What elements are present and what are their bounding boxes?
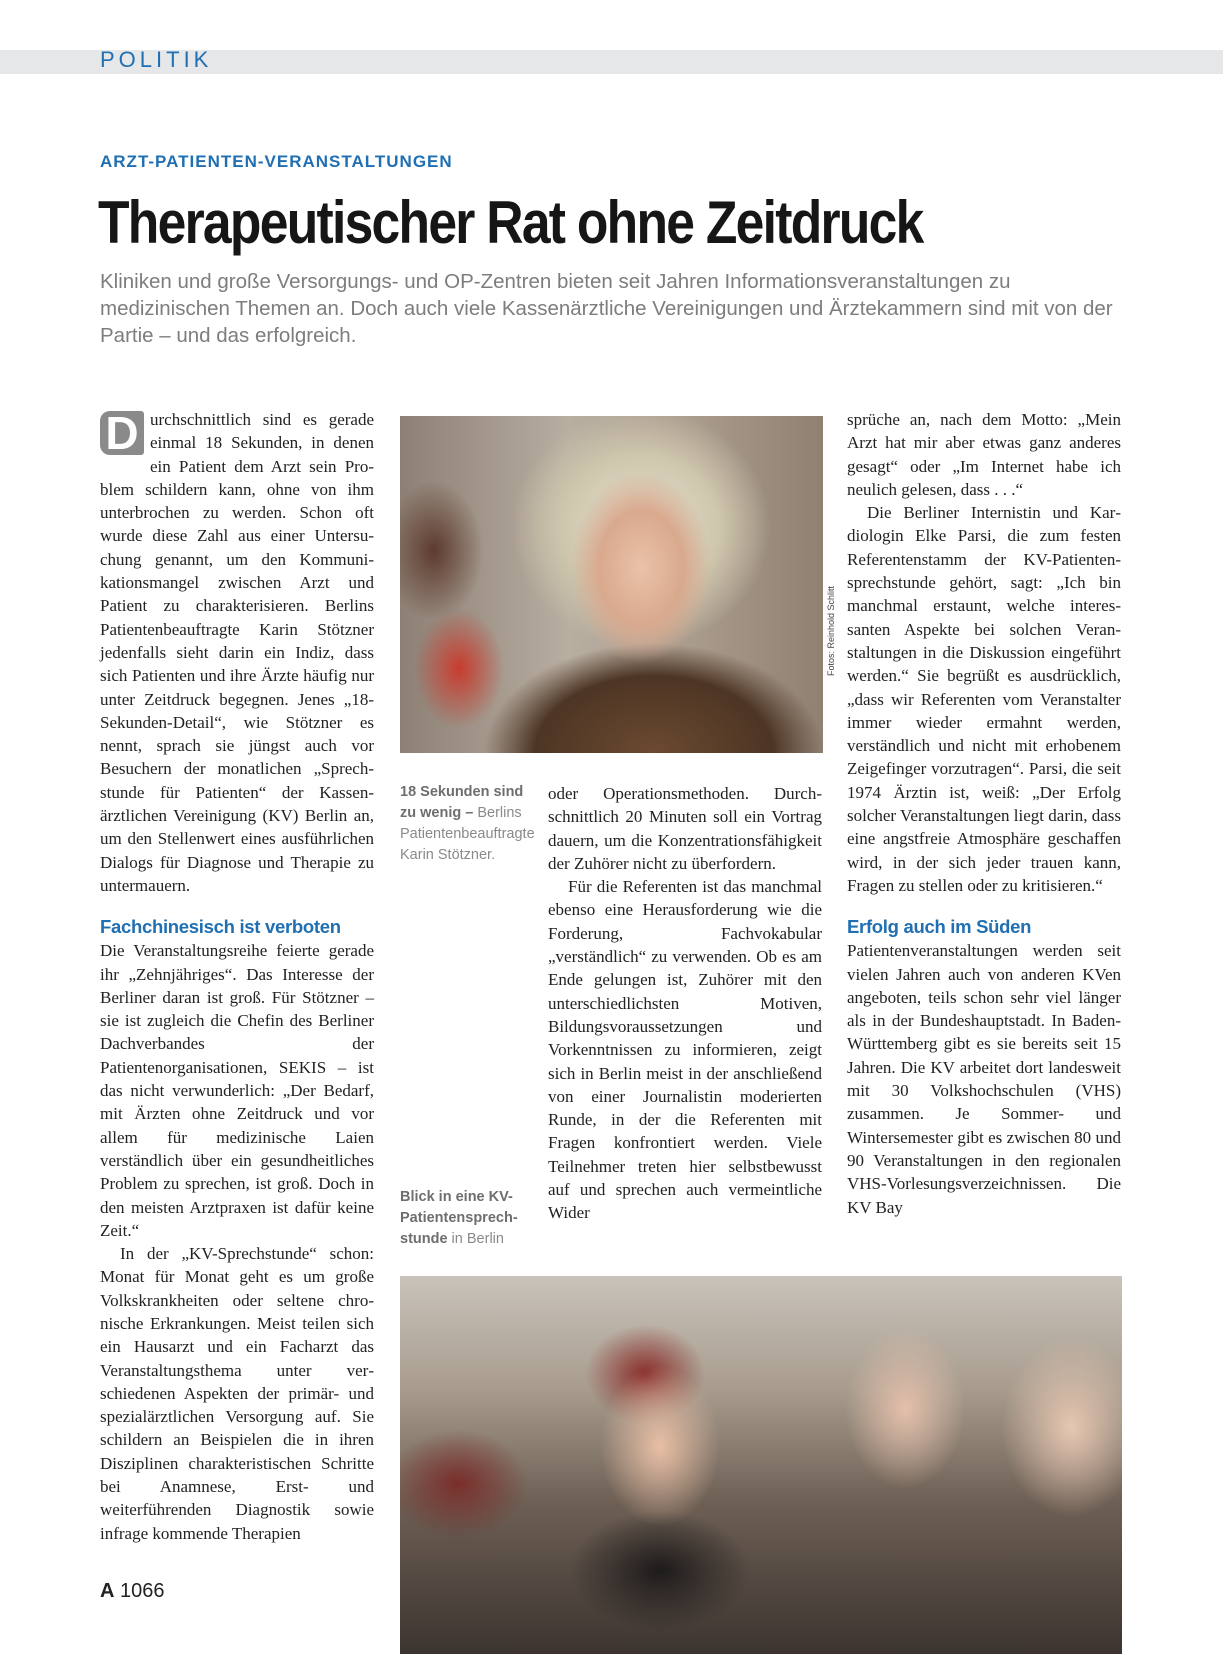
paragraph-text: urchschnittlich sind es gerade einmal 18 Sekunden, in denen ein Patient dem Arzt sein Problem schildern kann, ohne von ihm unterbrochen zu werden. Schon oft wurde diese Zahl aus einer Untersuchung genannt, um den Kommunikationsmangel zwischen Arzt und Patient zu charakterisieren. Berlins Patientenbeauftragte Karin Stötzner jedenfalls sieht darin ein Indiz, dass sich Patienten und ihre Ärzte häufig nur unter Zeitdruck begegnen. Jenes „18-Sekunden-Detail“, wie Stötzner es nennt, sprach sie jüngst auch vor Besuchern der monatlichen „Sprechstunde für Patienten“ der Kassenärztlichen Vereinigung (KV) Berlin an, um den Stellenwert eines ausführlichen Dialogs für Diagnose und Therapie zu untermauern. xyxy=(100,410,374,895)
caption-bold: Blick in eine KV-Patientensprechstunde xyxy=(400,1189,518,1247)
subheading: Fachchinesisch ist verboten xyxy=(100,916,341,938)
paragraph: sprüche an, nach dem Motto: „Mein Arzt hat mir aber etwas ganz anderes gesagt“ oder „Im Internet habe ich neulich gelesen, dass . . .“ xyxy=(847,410,1121,499)
article-lead: Kliniken und große Versorgungs- und OP-Zentren bieten seit Jahren Informationsveranstaltungen zu medizinischen Themen an. Doch auch viele Kassenärztliche Vereinigungen und Ärztekammern sind mit von der Partie – und das erfolgreich. xyxy=(100,270,1113,347)
page-prefix: A xyxy=(100,1580,115,1602)
paragraph xyxy=(100,408,374,897)
paragraph: In der „KV-Sprechstunde“ schon: Monat für Monat geht es um große Volkskrankheiten oder seltene chronische Erkrankungen. Meist teilen sich ein Hausarzt und ein Facharzt das Veranstaltungsthema unter verschiedenen Aspekten der primär- und spezialärztlichen Versorgung auf. Sie schildern an Beispielen die in ihren Disziplinen charakteristischen Schritte bei Anamnese, Erst- und weiterführenden Diagnostik sowie infrage kommende Therapien xyxy=(100,1244,374,1543)
photo-caption xyxy=(400,782,535,866)
text-column-2 xyxy=(548,782,822,1225)
section-label: POLITIK xyxy=(100,47,213,72)
photo-caption xyxy=(400,1187,530,1250)
audience-photo xyxy=(400,1276,1122,1654)
caption-text: in Berlin xyxy=(447,1231,504,1247)
paragraph: oder Operationsmethoden. Durchschnittlich 20 Minuten soll ein Vortrag dauern, um die Konzentrationsfähigkeit der Zuhörer nicht zu überfordern. xyxy=(548,784,822,873)
page-number-value: 1066 xyxy=(120,1580,165,1602)
paragraph: Die Berliner Internistin und Kardiologin Elke Parsi, die zum festen Referentenstamm der KV-Patientensprechstunde gehört, sagt: „Ich bin manchmal erstaunt, welche interessanten Aspekte bei solchen Veranstaltungen in die Diskussion eingeführt werden.“ Sie begrüßt es ausdrücklich, „dass wir Referenten vom Veranstalter immer wieder ermahnt werden, verständlich und nicht mit erhobenem Zeigefinger vorzutragen“. Parsi, die seit 1974 Ärztin ist, weiß: „Der Erfolg solcher Veranstaltungen liegt darin, dass eine angstfreie Atmosphäre geschaffen wird, in der sich jeder trauen kann, Fragen zu stellen oder zu kritisieren.“ xyxy=(847,503,1121,895)
paragraph: Patientenveranstaltungen werden seit vielen Jahren auch von anderen KVen angeboten, teils schon sehr viel länger als in der Bundeshauptstadt. In Baden-Württemberg gibt es sie bereits seit 15 Jahren. Die KV arbeitet dort landesweit mit 30 Volkshochschulen (VHS) zusammen. Je Sommer- und Wintersemester gibt es zwischen 80 und 90 Veranstaltungen in den regionalen VHS-Vorlesungsverzeichnissen. Die KV Bay xyxy=(847,941,1121,1217)
page-number xyxy=(100,1580,165,1603)
text-column-1 xyxy=(100,408,374,1545)
caption-bold: 18 Sekunden sind zu wenig – xyxy=(400,784,524,821)
article-kicker: ARZT-PATIENTEN-VERANSTALTUNGEN xyxy=(100,152,453,171)
portrait-photo xyxy=(400,416,823,753)
paragraph: Für die Referenten ist das manchmal ebenso eine Herausforderung wie die Forderung, Fachvokabular „verständlich“ zu verwenden. Ob es am Ende gelungen ist, Zuhörer mit den unterschiedlichsten Motiven, Bildungsvoraussetzungen und Vorkenntnissen zu informieren, zeigt sich in Berlin meist in der anschließend von einer Journalistin moderierten Runde, in der die Referenten mit Fragen konfrontiert werden. Viele Teilnehmer treten hier selbstbewusst auf und sprechen auch vermeintliche Wider xyxy=(548,877,822,1223)
text-column-3 xyxy=(847,408,1121,1219)
subheading: Erfolg auch im Süden xyxy=(847,916,1032,938)
article-headline: Therapeutischer Rat ohne Zeitdruck xyxy=(98,189,923,256)
caption-text: Berlins Patientenbeauftragte Karin Stötzner. xyxy=(400,805,535,863)
photo-credit: Fotos: Reinhold Schlitt xyxy=(826,585,836,676)
drop-cap: D xyxy=(100,411,144,455)
paragraph: Die Veranstaltungsreihe feierte gerade ihr „Zehnjähriges“. Das Interesse der Berliner daran ist groß. Für Stötzner – sie ist zugleich die Chefin des Berliner Dachverbandes der Patientenorganisationen, SEKIS – ist das nicht verwunderlich: „Der Bedarf, mit Ärzten ohne Zeitdruck und vor allem für medizinische Laien verständlich über ein gesundheitliches Problem zu sprechen, ist groß. Doch in den meisten Arztpraxen ist dafür keine Zeit.“ xyxy=(100,941,374,1240)
